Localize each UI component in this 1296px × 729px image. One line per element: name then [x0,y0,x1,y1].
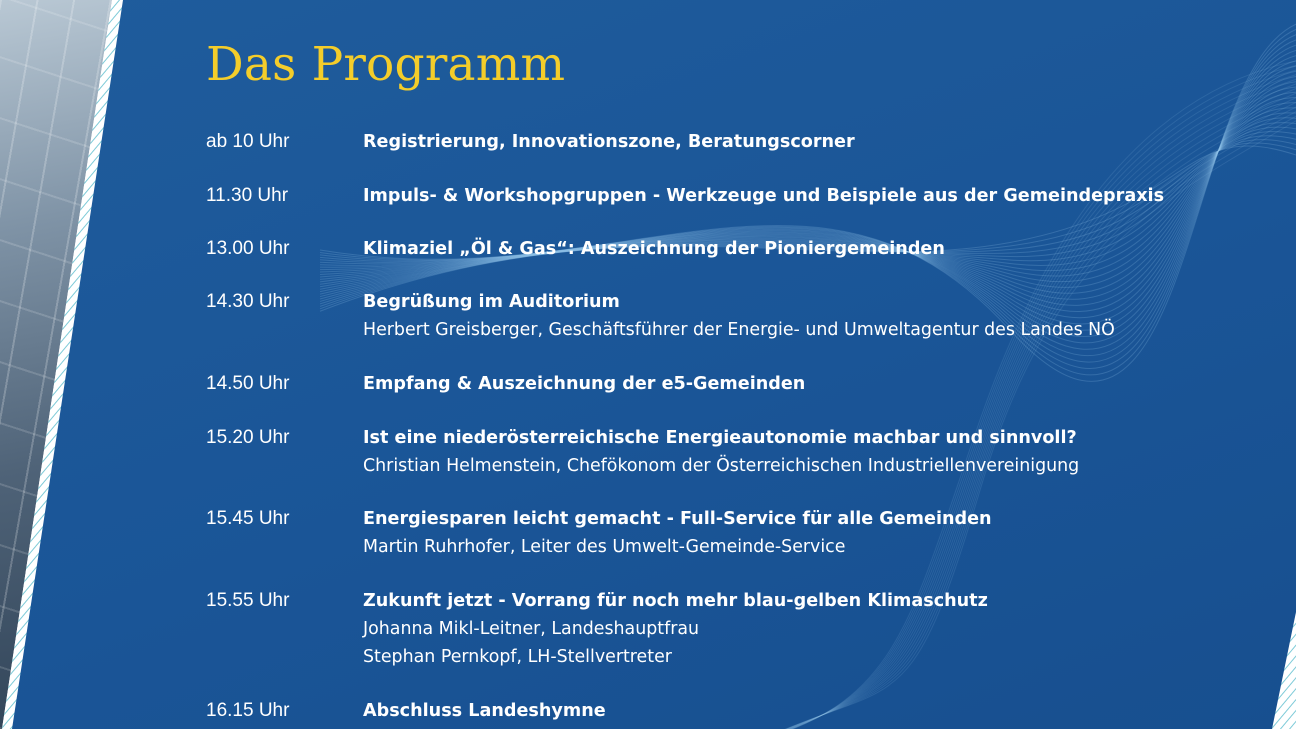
program-time: 16.15 Uhr [206,700,290,721]
program-time: 15.55 Uhr [206,590,290,611]
program-speaker: Christian Helmenstein, Chefökonom der Österreichischen Industriellenvereinigung [363,456,1080,476]
program-title: Abschluss Landeshymne [363,701,606,721]
program-time: 15.45 Uhr [206,508,290,529]
program-speaker: Stephan Pernkopf, LH-Stellvertreter [363,647,672,667]
program-time: 15.20 Uhr [206,427,290,448]
program-time: 11.30 Uhr [206,185,289,206]
program-speaker: Johanna Mikl-Leitner, Landeshauptfrau [363,619,700,639]
program-title: Impuls- & Workshopgruppen - Werkzeuge und Beispiele aus der Gemeindepraxis [363,186,1165,206]
program-time: 13.00 Uhr [206,238,290,259]
program-title: Klimaziel „Öl & Gas“: Auszeichnung der Pioniergemeinden [363,239,945,259]
program-title: Empfang & Auszeichnung der e5-Gemeinden [363,374,806,394]
program-title: Ist eine niederösterreichische Energieautonomie machbar und sinnvoll? [363,428,1077,448]
program-speaker: Herbert Greisberger, Geschäftsführer der Energie- und Umweltagentur des Landes NÖ [363,320,1115,340]
program-time: 14.50 Uhr [206,373,290,394]
program-title: Begrüßung im Auditorium [363,292,620,312]
program-title: Zukunft jetzt - Vorrang für noch mehr blau-gelben Klimaschutz [363,591,988,611]
program-title: Energiesparen leicht gemacht - Full-Service für alle Gemeinden [363,509,992,529]
page-title: Das Programm [206,37,566,92]
program-time: 14.30 Uhr [206,291,290,312]
program-speaker: Martin Ruhrhofer, Leiter des Umwelt-Gemeinde-Service [363,537,846,557]
program-time: ab 10 Uhr [206,131,290,152]
program-title: Registrierung, Innovationszone, Beratungscorner [363,132,855,152]
